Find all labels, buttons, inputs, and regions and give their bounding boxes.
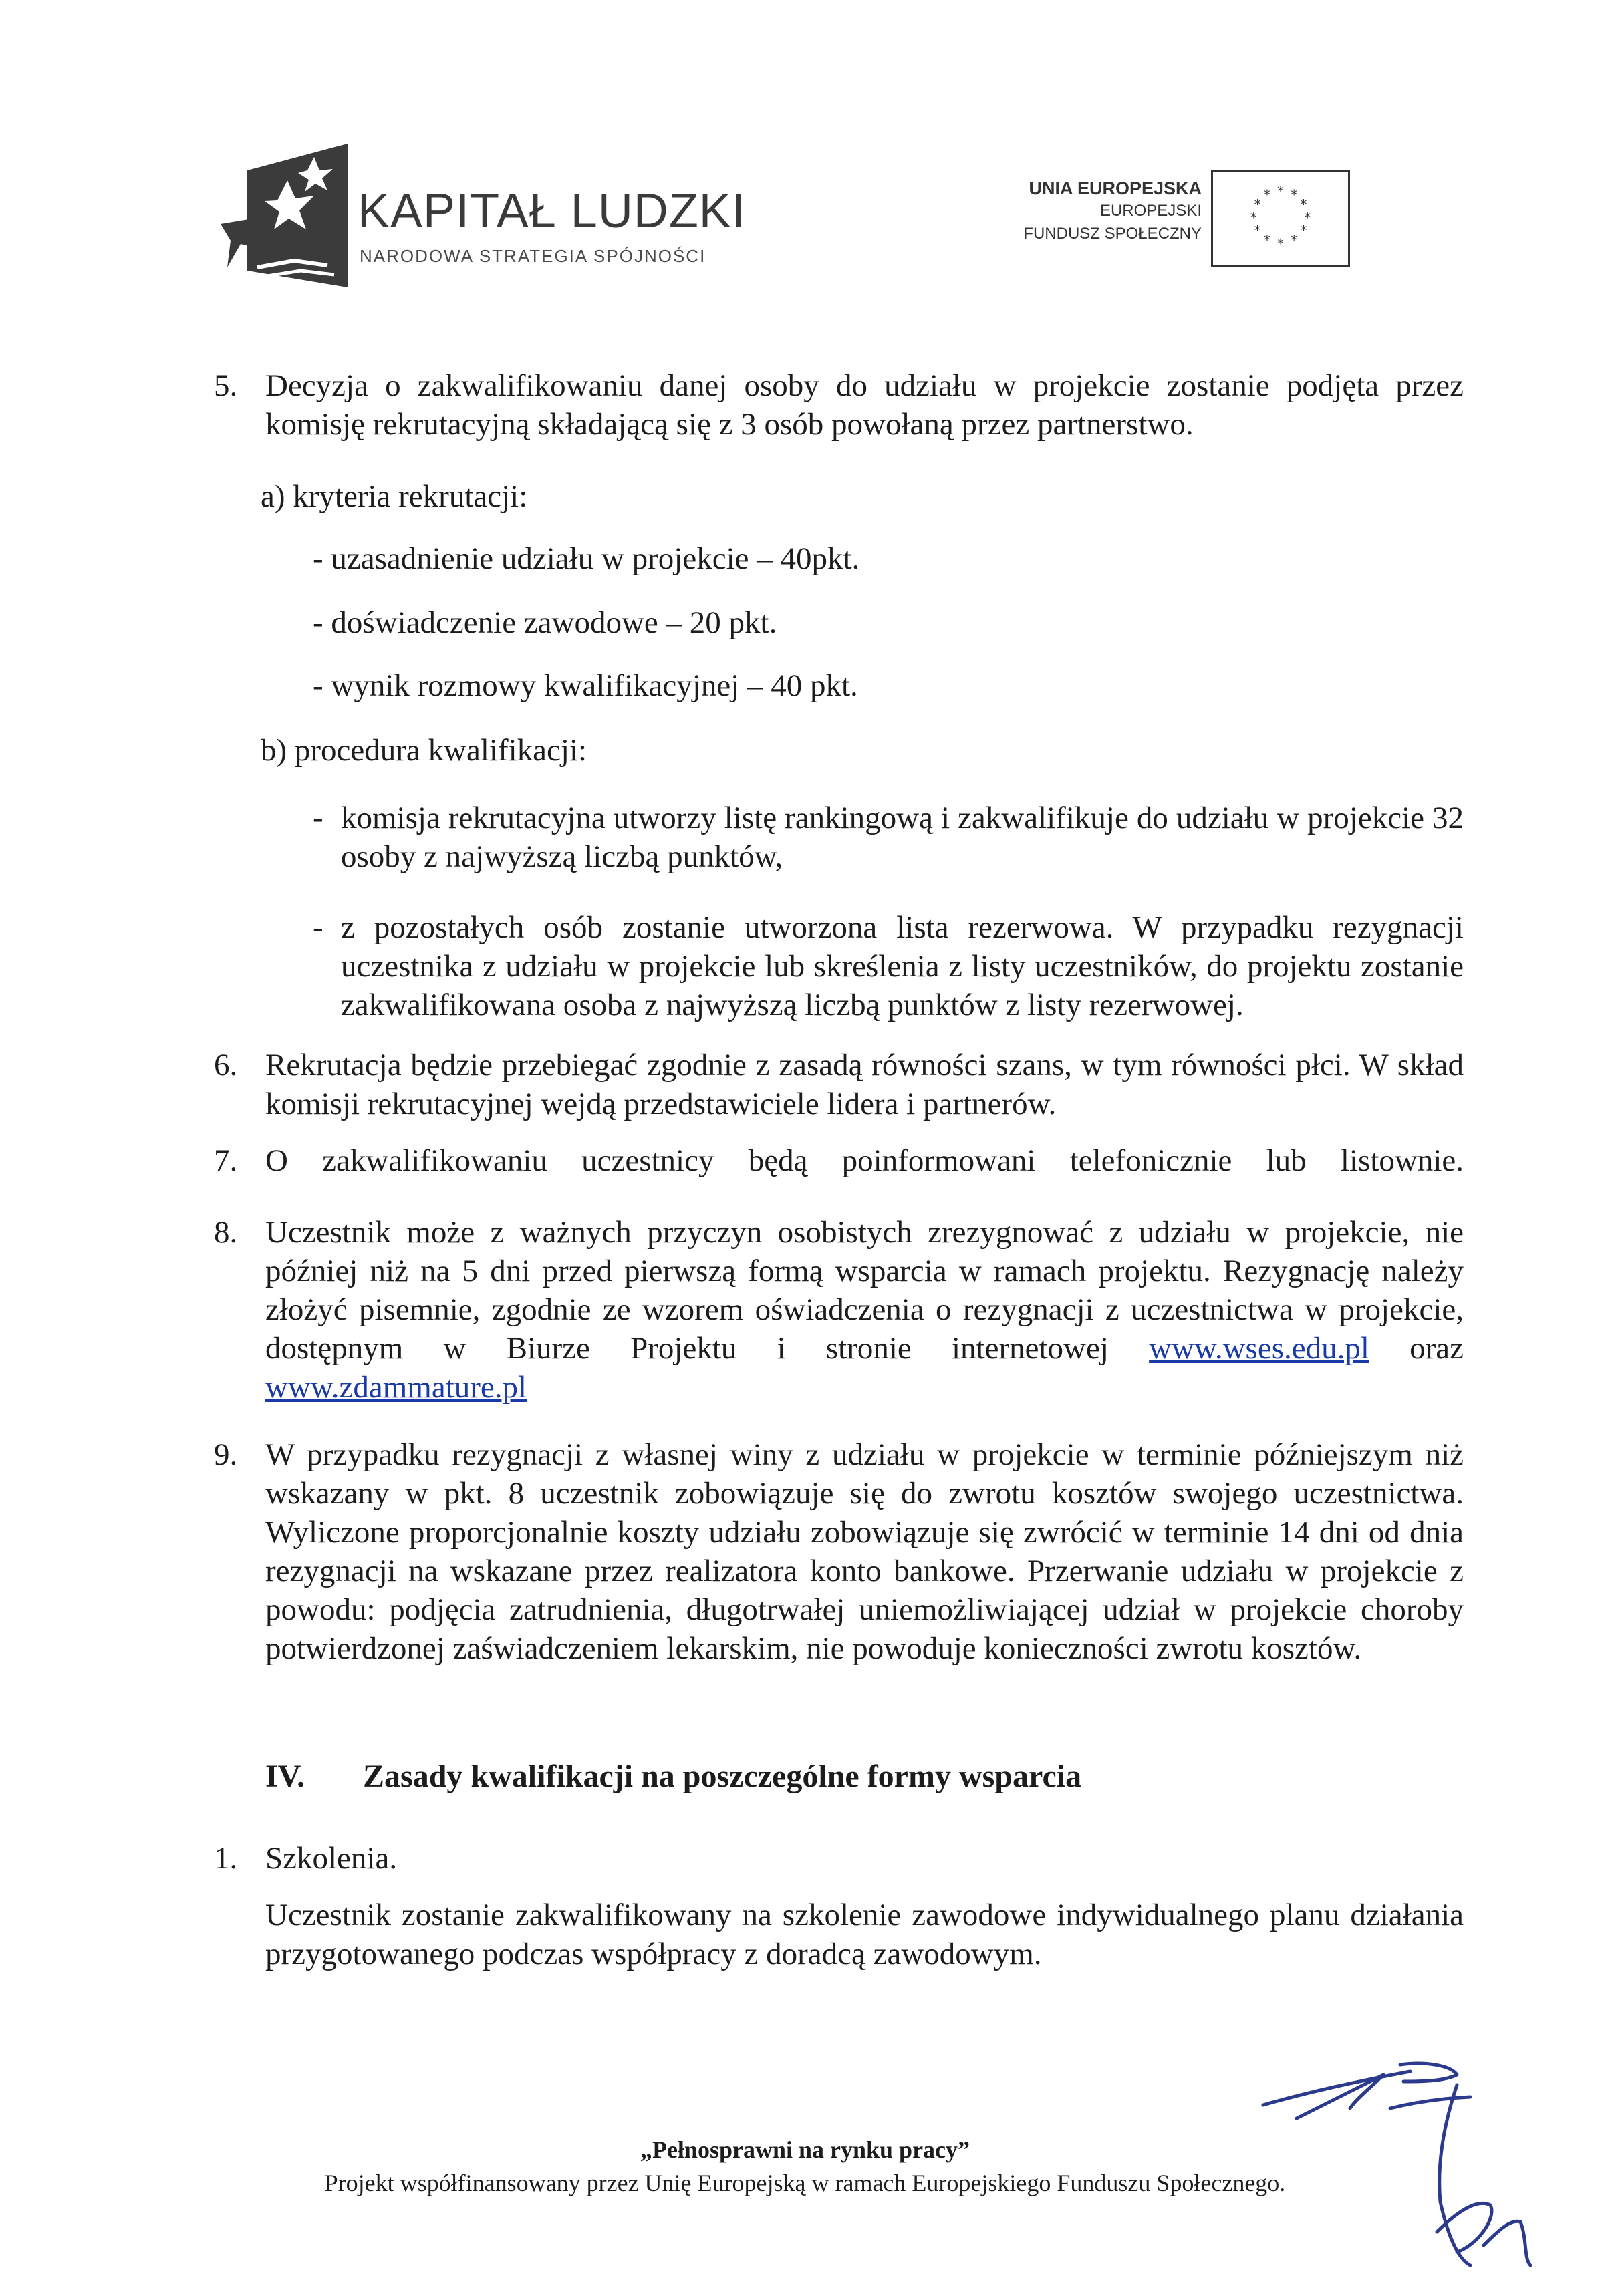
item-number: 6. bbox=[214, 1048, 238, 1083]
eu-logo-line3: FUNDUSZ SPOŁECZNY bbox=[1023, 225, 1202, 243]
procedure-dash: - bbox=[313, 910, 323, 945]
footer-project-title: „Pełnosprawni na rynku pracy” bbox=[640, 2136, 970, 2163]
svg-text:*: * bbox=[1254, 196, 1261, 212]
signature-icon bbox=[1256, 2045, 1537, 2292]
item-number: 5. bbox=[214, 368, 238, 403]
svg-text:*: * bbox=[1300, 196, 1307, 212]
item-text: Decyzja o zakwalifikowaniu danej osoby do udziału w projekcie zostanie podjęta przez komisję rekrutacyjną składającą się z 3 osób powołaną przez partnerstwo. bbox=[265, 368, 1464, 442]
eu-logo-line2: EUROPEJSKI bbox=[1099, 202, 1202, 220]
procedure-item: z pozostałych osób zostanie utworzona lista rezerwowa. W przypadku rezygnacji uczestnika z udziału w projekcie lub skreślenia z listy uczestników, do projektu zostanie zakwalifikowana osoba z najwyższą liczbą punktów z listy rezerwowej. bbox=[341, 910, 1464, 1022]
item-text: O zakwalifikowaniu uczestnicy będą poinformowani telefonicznie lub listownie. bbox=[265, 1143, 1464, 1178]
item-text-part: Uczestnik może z ważnych przyczyn osobistych zrezygnować z udziału w projekcie, nie później niż na 5 dni przed pierwszą formą wsparcia w ramach projektu. Rezygnację należy złożyć pisemnie, zgodnie ze wzorem oświadczenia o rezygnacji z uczestnictwa w projekcie, dostępnym w Biurze Projektu i stronie internetowej bbox=[265, 1215, 1464, 1366]
svg-text:*: * bbox=[1264, 187, 1270, 203]
svg-text:*: * bbox=[1277, 236, 1284, 252]
kapital-ludzki-subtitle: NARODOWA STRATEGIA SPÓJNOŚCI bbox=[360, 246, 706, 266]
svg-text:*: * bbox=[1250, 209, 1257, 225]
eu-logo-text bbox=[1023, 177, 1202, 245]
zdammature-link[interactable]: www.zdammature.pl bbox=[265, 1370, 527, 1405]
svg-text:*: * bbox=[1300, 222, 1307, 238]
section-number: IV. bbox=[265, 1759, 305, 1794]
eu-logo bbox=[962, 170, 1350, 277]
svg-text:*: * bbox=[1291, 232, 1297, 248]
criteria-label: a) kryteria rekrutacji: bbox=[261, 479, 528, 514]
item-number: 8. bbox=[214, 1215, 238, 1250]
criteria-item: - uzasadnienie udziału w projekcie – 40pkt. bbox=[313, 541, 860, 576]
item-number: 9. bbox=[214, 1437, 238, 1472]
item-title: Szkolenia. bbox=[265, 1841, 398, 1876]
wses-link[interactable]: www.wses.edu.pl bbox=[1149, 1331, 1369, 1366]
procedure-label: b) procedura kwalifikacji: bbox=[261, 733, 587, 768]
svg-text:*: * bbox=[1277, 183, 1284, 199]
kapital-ludzki-title: KAPITAŁ LUDZKI bbox=[358, 184, 746, 238]
procedure-dash: - bbox=[313, 801, 323, 835]
item-text: W przypadku rezygnacji z własnej winy z udziału w projekcie w terminie późniejszym niż wskazany w pkt. 8 uczestnik zobowiązuje się do zwrotu kosztów swojego uczestnictwa. Wyliczone proporcjonalnie koszty udziału zobowiązuje się zwrócić w terminie 14 dni od dnia rezygnacji na wskazane przez realizatora konto bankowe. Przerwanie udziału w projekcie z powodu: podjęcia zatrudnienia, długotrwałej uniemożliwiającej udział w projekcie choroby potwierdzonej zaświadczeniem lekarskim, nie powoduje konieczności zwrotu kosztów. bbox=[265, 1437, 1464, 1666]
eu-flag-icon bbox=[1211, 170, 1350, 267]
kapital-ludzki-emblem-icon bbox=[221, 144, 348, 291]
footer-cofinancing-note: Projekt współfinansowany przez Unię Europejską w ramach Europejskiego Funduszu Społecznego. bbox=[324, 2170, 1286, 2196]
criteria-item: - wynik rozmowy kwalifikacyjnej – 40 pkt. bbox=[313, 668, 858, 703]
svg-text:*: * bbox=[1304, 209, 1311, 225]
item-text-part: oraz bbox=[1369, 1331, 1464, 1366]
eu-logo-line1: UNIA EUROPEJSKA bbox=[1029, 178, 1202, 198]
item-text: Rekrutacja będzie przebiegać zgodnie z zasadą równości szans, w tym równości płci. W skład komisji rekrutacyjnej wejdą przedstawiciele lidera i partnerów. bbox=[265, 1048, 1464, 1121]
section-title: Zasady kwalifikacji na poszczególne formy wsparcia bbox=[363, 1759, 1082, 1794]
kapital-ludzki-logo bbox=[221, 144, 755, 297]
procedure-item: komisja rekrutacyjna utworzy listę rankingową i zakwalifikuje do udziału w projekcie 32 osoby z najwyższą liczbą punktów, bbox=[341, 801, 1464, 874]
item-text bbox=[265, 1213, 1464, 1407]
item-number: 1. bbox=[214, 1841, 238, 1876]
svg-text:*: * bbox=[1254, 222, 1261, 238]
item-number: 7. bbox=[214, 1143, 238, 1178]
svg-text:*: * bbox=[1264, 232, 1270, 248]
item-text: Uczestnik zostanie zakwalifikowany na szkolenie zawodowe indywidualnego planu działania przygotowanego podczas współpracy z doradcą zawodowym. bbox=[265, 1898, 1464, 1971]
svg-text:*: * bbox=[1291, 187, 1297, 203]
criteria-item: - doświadczenie zawodowe – 20 pkt. bbox=[313, 605, 777, 640]
